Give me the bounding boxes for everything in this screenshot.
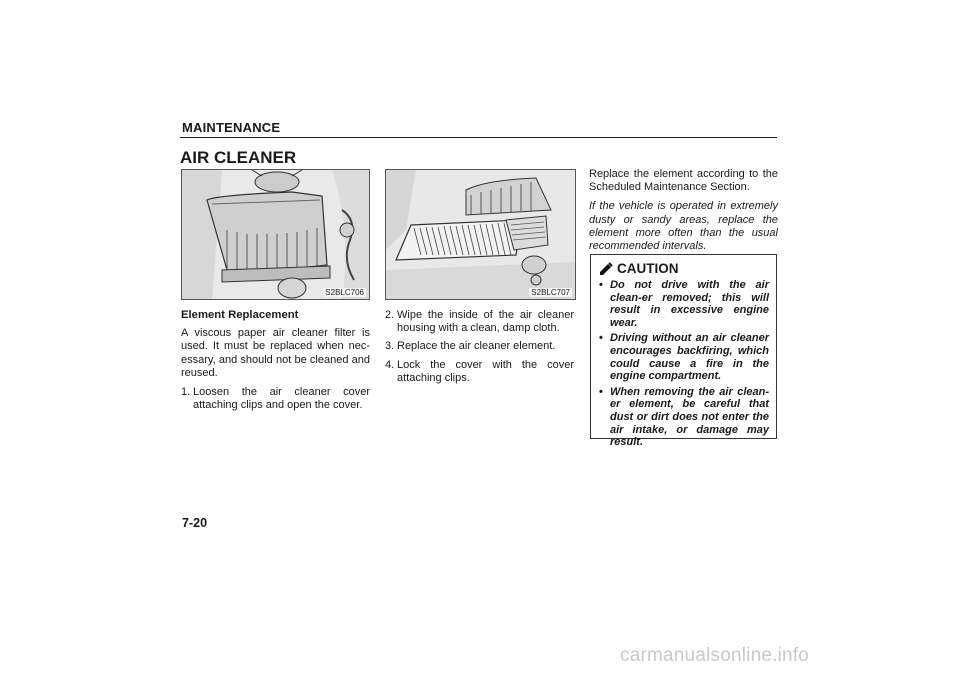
- list-item: [385, 309, 574, 335]
- air-cleaner-element-photo: [386, 170, 575, 299]
- page-title: AIR CLEANER: [180, 148, 297, 167]
- figure-code: S2BLC707: [531, 288, 570, 297]
- watermark: carmanualsonline.info: [620, 645, 810, 666]
- caution-header: [599, 261, 769, 276]
- step-text: Replace the air cleaner element.: [397, 340, 556, 353]
- paragraph: Replace the element according to the Scheduled Maintenance Section.: [589, 168, 778, 194]
- step-number: 2.: [385, 309, 395, 321]
- header-rule: [180, 137, 777, 138]
- air-cleaner-housing-photo: [182, 170, 369, 299]
- list-item: [181, 386, 370, 412]
- caution-pencil-icon: [599, 262, 613, 276]
- figure-air-cleaner-element: [385, 169, 576, 300]
- step-number: 1.: [181, 386, 191, 399]
- subheading-element-replacement: Element Replacement: [181, 309, 299, 321]
- step-text: Loosen the air cleaner cover attaching clips and open the cover.: [193, 386, 370, 412]
- figure-code: S2BLC706: [325, 288, 364, 297]
- step-text: Lock the cover with the cover attaching clips.: [397, 358, 574, 384]
- list-item: [385, 359, 574, 385]
- step-number: 3.: [385, 340, 395, 353]
- list-item: [385, 340, 574, 353]
- list-item: • Driving without an air cleaner encourages backfiring, which could cause a fire in the engine compartment.: [599, 332, 769, 383]
- caution-list: [599, 279, 769, 449]
- list-item: • When removing the air clean-er element, be careful that dust or dirt does not enter the air intake, or damage may result.: [599, 385, 769, 449]
- caution-title: CAUTION: [617, 261, 679, 276]
- step-text: Wipe the inside of the air cleaner housing with a clean, damp cloth.: [397, 309, 574, 335]
- caution-box: [590, 254, 777, 449]
- column-1: [181, 309, 370, 417]
- caution-item-text: Driving without an air cleaner encourages backfiring, which could cause a fire in the engine compartment.: [610, 332, 769, 383]
- page-number: 7-20: [182, 516, 208, 530]
- caution-item-text: When removing the air clean-er element, be careful that dust or dirt does not enter the air intake, or damage may result.: [610, 385, 769, 449]
- section-header: MAINTENANCE: [182, 120, 281, 135]
- step-number: 4.: [385, 358, 395, 371]
- dusty-area-note: If the vehicle is operated in extremely dusty or sandy areas, replace the element more often than the usual recommended intervals.: [589, 200, 778, 253]
- list-item: • Do not drive with the air clean-er removed; this will result in excessive engine wear.: [599, 279, 769, 329]
- paragraph: A viscous paper air cleaner filter is used. It must be replaced when nec-essary, and should not be cleaned and reused.: [181, 327, 370, 379]
- caution-item-text: Do not drive with the air clean-er removed; this will result in excessive engine wear.: [610, 279, 769, 329]
- figure-air-cleaner-housing: [181, 169, 370, 300]
- column-2: [385, 309, 574, 390]
- column-3: [589, 168, 778, 259]
